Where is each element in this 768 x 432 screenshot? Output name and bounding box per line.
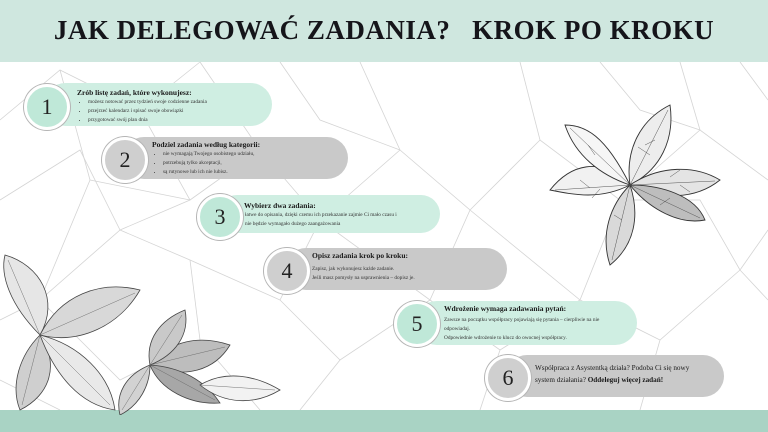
- step-4-line: Jeśli masz pomysły na usprawnienia – dopisz je.: [312, 275, 415, 281]
- step-3-number-badge: 3: [197, 194, 243, 240]
- step-2-number-badge: 2: [102, 137, 148, 183]
- step-1-number-badge: 1: [24, 84, 70, 130]
- step-5-line: odpowiadaj.: [444, 326, 471, 332]
- step-1-bullet: • przygotować swój plan dnia: [88, 116, 207, 125]
- step-6-number-badge: 6: [485, 355, 531, 401]
- step-4-title: Opisz zadania krok po kroku:: [312, 251, 409, 260]
- step-1-title: Zrób listę zadań, które wykonujesz:: [77, 88, 192, 97]
- step-2-bullet-list: [153, 150, 254, 177]
- step-6-line-1: Współpraca z Asystentką działa? Podoba Ci się nowy: [535, 364, 690, 372]
- step-3-line: nie będzie wymagało dużego zaangażowania: [245, 221, 341, 227]
- step-2-bullet: • nie wymagają Twojego osobistego udziału,: [163, 150, 254, 159]
- step-6-call-to-action: Oddeleguj więcej zadań!: [587, 376, 664, 384]
- step-1-bullet: • przejrzeć kalendarz i spisać swoje obowiązki: [88, 107, 207, 116]
- step-4-number-badge: 4: [264, 248, 310, 294]
- step-1-bullet-list: [78, 98, 207, 125]
- step-6-line-2: [535, 375, 663, 386]
- step-4-line: Zapisz, jak wykonujesz każde zadanie.: [312, 266, 395, 272]
- page-title: JAK DELEGOWAĆ ZADANIA? KROK PO KROKU: [53, 15, 715, 45]
- step-2-bullet: • są rutynowe lub ich nie lubisz.: [163, 168, 254, 177]
- step-5-title: Wdrożenie wymaga zadawania pytań:: [444, 304, 567, 313]
- step-2-title: Podziel zadania według kategorii:: [152, 140, 261, 149]
- step-5-line: Odpowiednie wdrożenie to klucz do owocnej współpracy.: [444, 335, 567, 341]
- step-2-bullet: • potrzebują tylko akceptacji,: [163, 159, 254, 168]
- mint-leaves-illustration-left: [0, 245, 290, 415]
- step-1-bullet: • możesz notować przez tydzień swoje codzienne zadania: [88, 98, 207, 107]
- step-3-title: Wybierz dwa zadania:: [244, 201, 316, 210]
- step-5-line: Zawsze na początku współpracy pojawiają się pytania – cierpliwie na nie: [444, 317, 600, 323]
- mint-leaves-illustration-right: [530, 95, 730, 270]
- step-5-number-badge: 5: [394, 301, 440, 347]
- step-6-line-2-text: system działania?: [535, 376, 586, 384]
- step-3-line: łatwe do opisania, dzięki czemu ich przekazanie zajmie Ci mało czasu i: [245, 212, 397, 218]
